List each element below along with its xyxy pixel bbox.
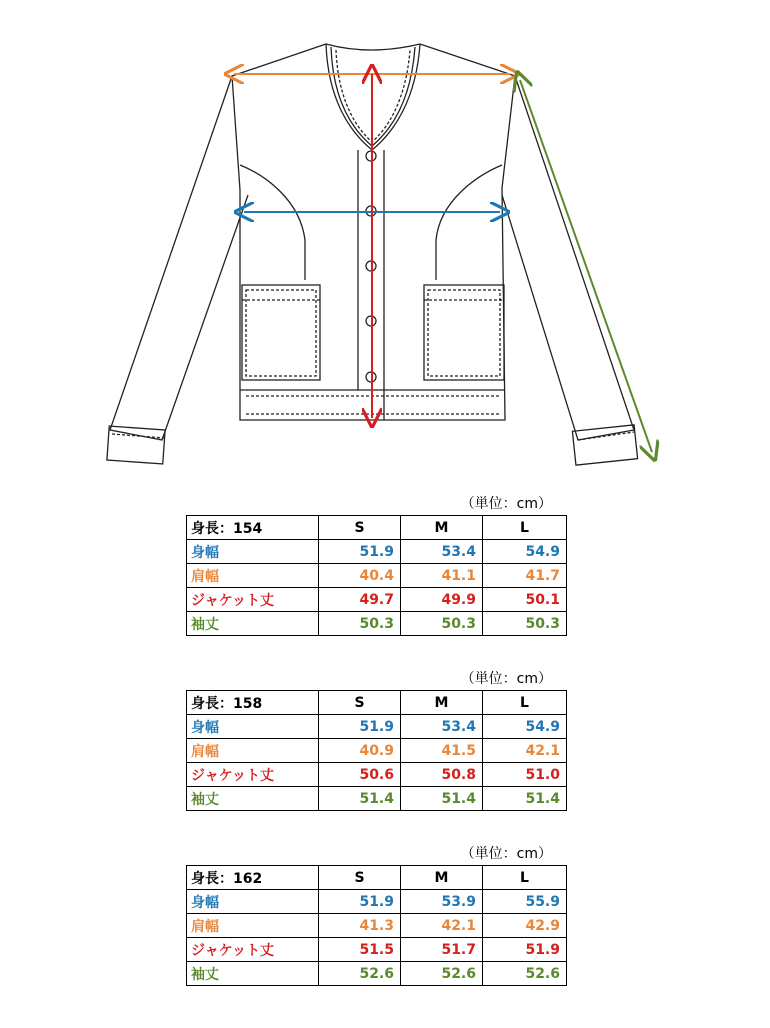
- cell-value: 52.6: [401, 962, 483, 986]
- table-header-row: [187, 691, 567, 715]
- size-table-block-162: [186, 846, 566, 986]
- size-m: M: [401, 516, 483, 540]
- cell-value: 55.9: [483, 890, 567, 914]
- cell-value: 40.4: [319, 564, 401, 588]
- row-label-shoulder: 肩幅: [187, 739, 319, 763]
- row-label-width: 身幅: [187, 715, 319, 739]
- cell-value: 50.3: [401, 612, 483, 636]
- cell-value: 51.0: [483, 763, 567, 787]
- table-row: [187, 588, 567, 612]
- cell-value: 40.9: [319, 739, 401, 763]
- size-table: [186, 690, 567, 811]
- cell-value: 52.6: [483, 962, 567, 986]
- cell-value: 51.9: [319, 890, 401, 914]
- cell-value: 50.8: [401, 763, 483, 787]
- table-header-row: [187, 516, 567, 540]
- cell-value: 52.6: [319, 962, 401, 986]
- cell-value: 51.9: [319, 715, 401, 739]
- row-label-sleeve: 袖丈: [187, 962, 319, 986]
- cell-value: 41.3: [319, 914, 401, 938]
- cell-value: 42.1: [401, 914, 483, 938]
- table-row: [187, 564, 567, 588]
- cell-value: 51.5: [319, 938, 401, 962]
- row-label-shoulder: 肩幅: [187, 564, 319, 588]
- height-label: 身長：154: [187, 516, 319, 540]
- size-table-block-154: [186, 496, 566, 636]
- cell-value: 49.7: [319, 588, 401, 612]
- table-row: [187, 890, 567, 914]
- table-row: [187, 715, 567, 739]
- table-header-row: [187, 866, 567, 890]
- cell-value: 50.3: [319, 612, 401, 636]
- unit-note: （単位：cm）: [460, 846, 552, 862]
- unit-note: （単位：cm）: [460, 496, 552, 512]
- size-s: S: [319, 866, 401, 890]
- table-row: [187, 540, 567, 564]
- row-label-length: ジャケット丈: [187, 763, 319, 787]
- cell-value: 50.1: [483, 588, 567, 612]
- row-label-sleeve: 袖丈: [187, 787, 319, 811]
- sleeve-arrow-icon: [520, 80, 652, 452]
- size-l: L: [483, 516, 567, 540]
- cell-value: 51.9: [483, 938, 567, 962]
- size-s: S: [319, 691, 401, 715]
- height-label: 身長：158: [187, 691, 319, 715]
- row-label-length: ジャケット丈: [187, 588, 319, 612]
- cell-value: 42.1: [483, 739, 567, 763]
- size-s: S: [319, 516, 401, 540]
- size-table: [186, 865, 567, 986]
- table-row: [187, 763, 567, 787]
- table-row: [187, 938, 567, 962]
- cell-value: 54.9: [483, 540, 567, 564]
- row-label-width: 身幅: [187, 890, 319, 914]
- cell-value: 54.9: [483, 715, 567, 739]
- cell-value: 51.4: [483, 787, 567, 811]
- cell-value: 51.4: [319, 787, 401, 811]
- cell-value: 53.4: [401, 540, 483, 564]
- cell-value: 51.9: [319, 540, 401, 564]
- row-label-sleeve: 袖丈: [187, 612, 319, 636]
- table-row: [187, 962, 567, 986]
- size-l: L: [483, 691, 567, 715]
- table-row: [187, 914, 567, 938]
- table-row: [187, 787, 567, 811]
- cell-value: 41.5: [401, 739, 483, 763]
- size-m: M: [401, 866, 483, 890]
- jacket-diagram: [0, 0, 770, 480]
- table-row: [187, 612, 567, 636]
- row-label-length: ジャケット丈: [187, 938, 319, 962]
- size-table: [186, 515, 567, 636]
- row-label-width: 身幅: [187, 540, 319, 564]
- cell-value: 53.9: [401, 890, 483, 914]
- cell-value: 51.4: [401, 787, 483, 811]
- cell-value: 42.9: [483, 914, 567, 938]
- cell-value: 53.4: [401, 715, 483, 739]
- unit-note: （単位：cm）: [460, 671, 552, 687]
- cell-value: 41.7: [483, 564, 567, 588]
- size-table-block-158: [186, 671, 566, 811]
- height-label: 身長：162: [187, 866, 319, 890]
- cell-value: 50.6: [319, 763, 401, 787]
- cell-value: 50.3: [483, 612, 567, 636]
- cell-value: 51.7: [401, 938, 483, 962]
- size-l: L: [483, 866, 567, 890]
- row-label-shoulder: 肩幅: [187, 914, 319, 938]
- cell-value: 49.9: [401, 588, 483, 612]
- cell-value: 41.1: [401, 564, 483, 588]
- size-m: M: [401, 691, 483, 715]
- table-row: [187, 739, 567, 763]
